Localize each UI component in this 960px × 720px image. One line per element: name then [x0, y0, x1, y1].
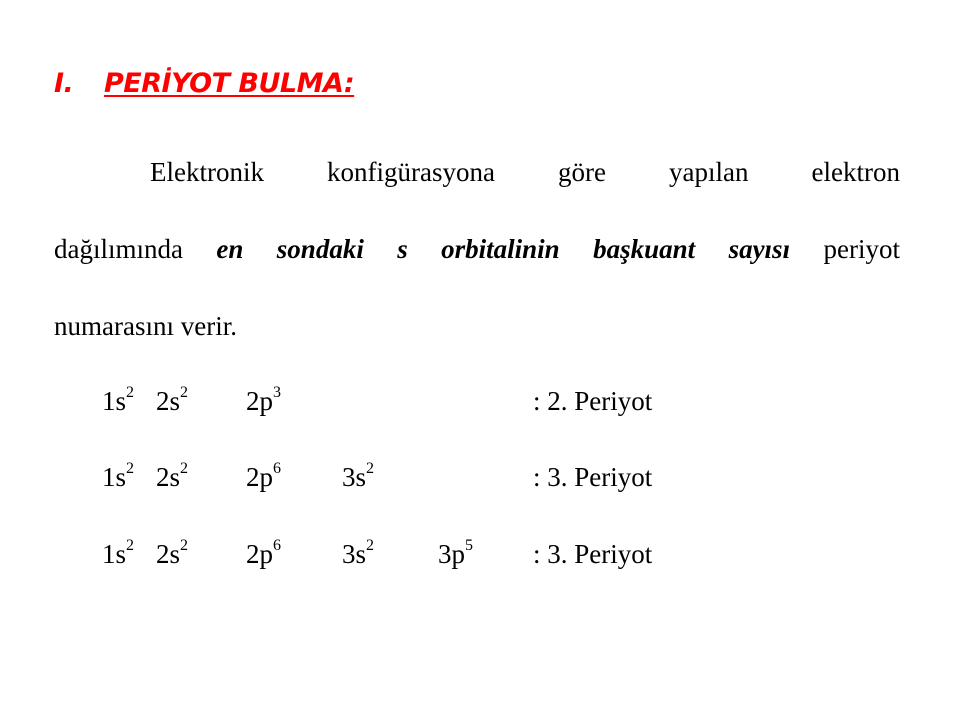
word: periyot	[823, 234, 900, 264]
period-result: : 3. Periyot	[533, 462, 653, 492]
orbital: $2s^2$	[156, 537, 189, 569]
configuration-row	[0, 462, 960, 498]
word: dağılımında	[54, 234, 183, 264]
word: konfigürasyona	[327, 157, 495, 187]
configuration-row	[0, 539, 960, 575]
orbital: $1s^2$	[102, 384, 135, 416]
heading-number: I.	[54, 68, 74, 99]
orbital: $1s^2$	[102, 537, 135, 569]
word: göre	[557, 157, 606, 187]
configuration-row	[0, 386, 960, 422]
orbital: $2p^3$	[246, 384, 281, 416]
emphasis-word: sayısı	[728, 234, 791, 264]
orbital: $2p^6$	[246, 537, 281, 569]
emphasis-word: s	[397, 234, 408, 264]
heading-title: PERİYOT BULMA:	[104, 68, 355, 99]
orbital: $2s^2$	[156, 460, 189, 492]
period-result: : 3. Periyot	[533, 539, 653, 569]
orbital: $2s^2$	[156, 384, 189, 416]
word: Elektronik	[150, 157, 264, 187]
section-heading	[54, 68, 354, 99]
paragraph-line-3	[54, 310, 900, 342]
emphasis-word: başkuant	[593, 234, 696, 264]
period-result: : 2. Periyot	[533, 386, 653, 416]
orbital: $3p^5$	[438, 537, 473, 569]
paragraph-text: numarasını verir.	[54, 311, 237, 341]
orbital: $3s^2$	[342, 537, 375, 569]
orbital: $2p^6$	[246, 460, 281, 492]
emphasis-word: en	[216, 234, 244, 264]
emphasis-word: sondaki	[276, 234, 364, 264]
word: yapılan	[668, 157, 749, 187]
orbital: $3s^2$	[342, 460, 375, 492]
word: elektron	[811, 157, 900, 187]
paragraph-line-1	[54, 156, 900, 188]
emphasis-word: orbitalinin	[441, 234, 560, 264]
paragraph-line-2	[54, 233, 900, 265]
orbital: $1s^2$	[102, 460, 135, 492]
